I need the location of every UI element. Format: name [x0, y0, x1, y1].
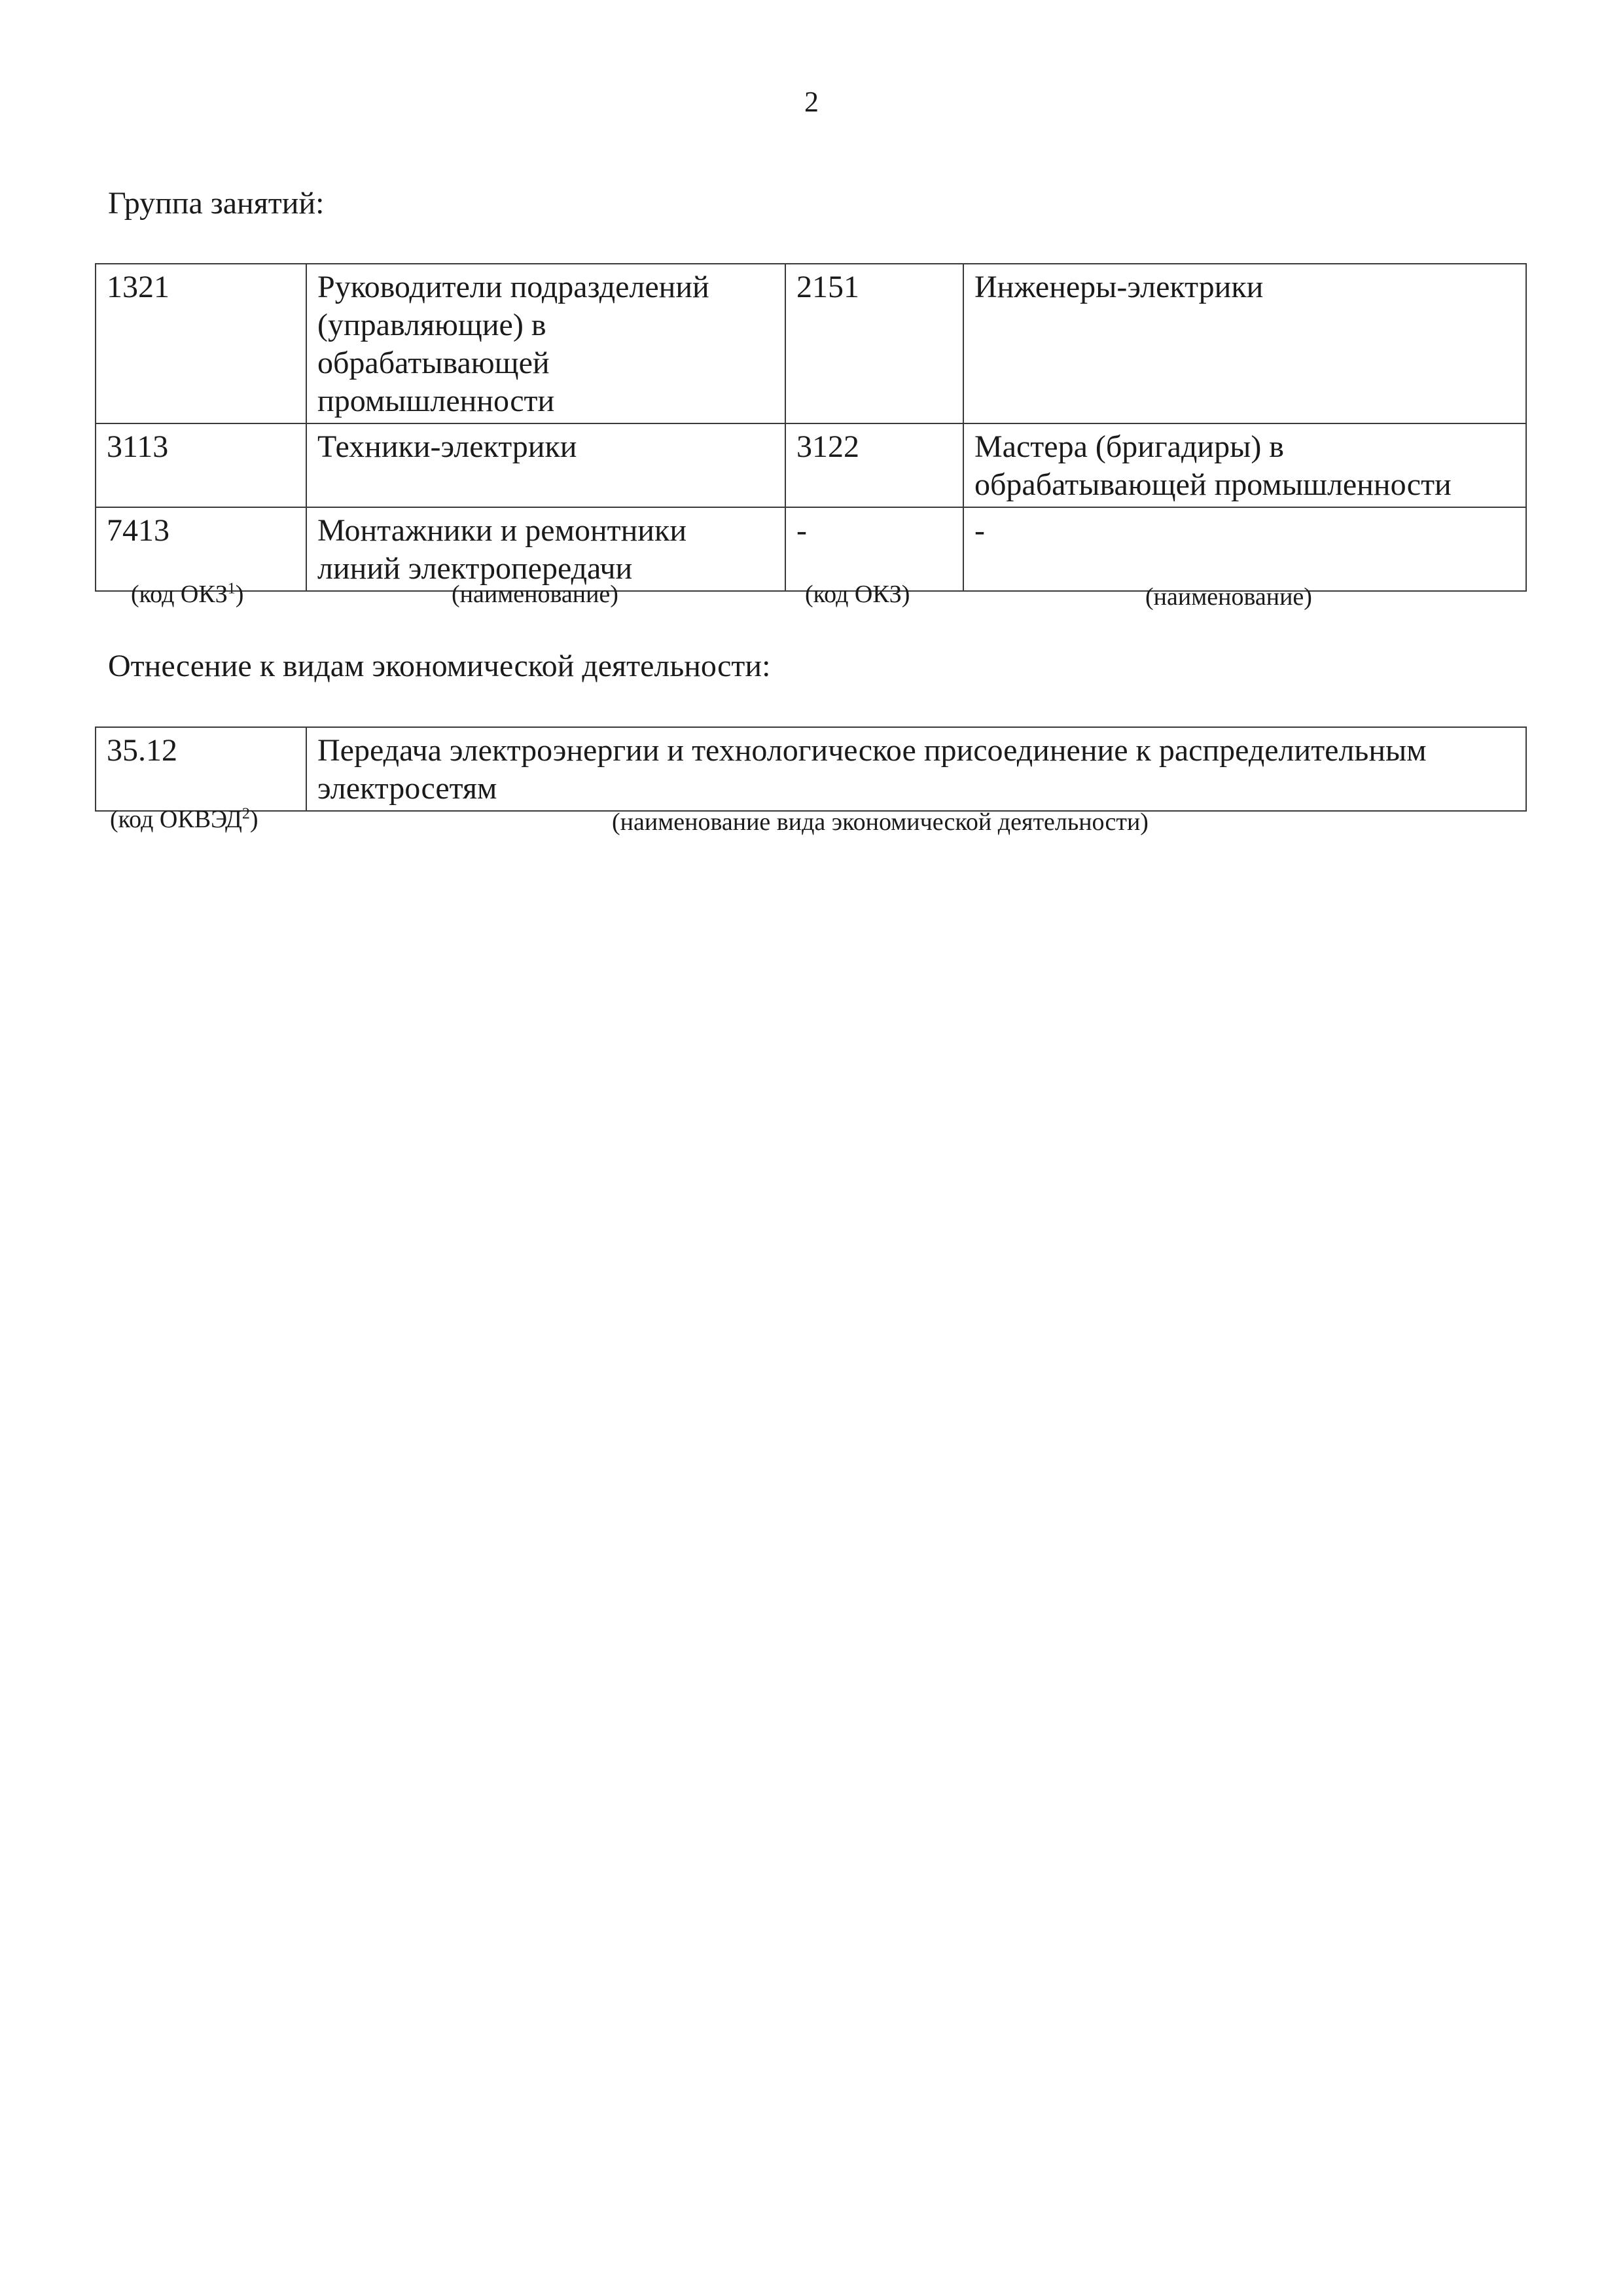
activity-name-cell: Передача электроэнергии и технологическое присоединение к распределительным электросетям — [306, 727, 1526, 811]
okz-code-cell: 3113 — [96, 423, 306, 507]
occupation-name-cell: Инженеры-электрики — [963, 264, 1526, 423]
table-row — [96, 264, 1526, 423]
table-row — [96, 727, 1526, 811]
occupations-title: Группа занятий: — [108, 186, 325, 221]
activity-title: Отнесение к видам экономической деятельности: — [108, 649, 771, 683]
activity-table — [95, 726, 1527, 812]
occupation-name-cell: Монтажники и ремонтники линий электропередачи — [306, 507, 785, 591]
caption-name-1: (наименование) — [452, 581, 618, 608]
okz-code-cell: 2151 — [785, 264, 963, 423]
caption-okved-code: (код ОКВЭД$^2$) — [110, 805, 259, 833]
occupation-name-cell: Мастера (бригадиры) в обрабатывающей промышленности — [963, 423, 1526, 507]
okved-code-cell: 35.12 — [96, 727, 306, 811]
occupation-name-cell: Руководители подразделений (управляющие) в обрабатывающей промышленности — [306, 264, 785, 423]
occupations-table — [95, 263, 1527, 592]
okz-code-cell: - — [785, 507, 963, 591]
okz-code-cell: 3122 — [785, 423, 963, 507]
okz-code-cell: 7413 — [96, 507, 306, 591]
table-row — [96, 507, 1526, 591]
caption-name-2: (наименование) — [1145, 583, 1312, 611]
okz-code-cell: 1321 — [96, 264, 306, 423]
table-row — [96, 423, 1526, 507]
occupation-name-cell: - — [963, 507, 1526, 591]
page-number: 2 — [804, 86, 819, 118]
occupation-name-cell: Техники-электрики — [306, 423, 785, 507]
caption-activity-name: (наименование вида экономической деятельности) — [612, 808, 1149, 836]
caption-okz-code-1: (код ОКЗ$^1$) — [131, 580, 244, 608]
caption-okz-code-2: (код ОКЗ) — [805, 581, 910, 608]
